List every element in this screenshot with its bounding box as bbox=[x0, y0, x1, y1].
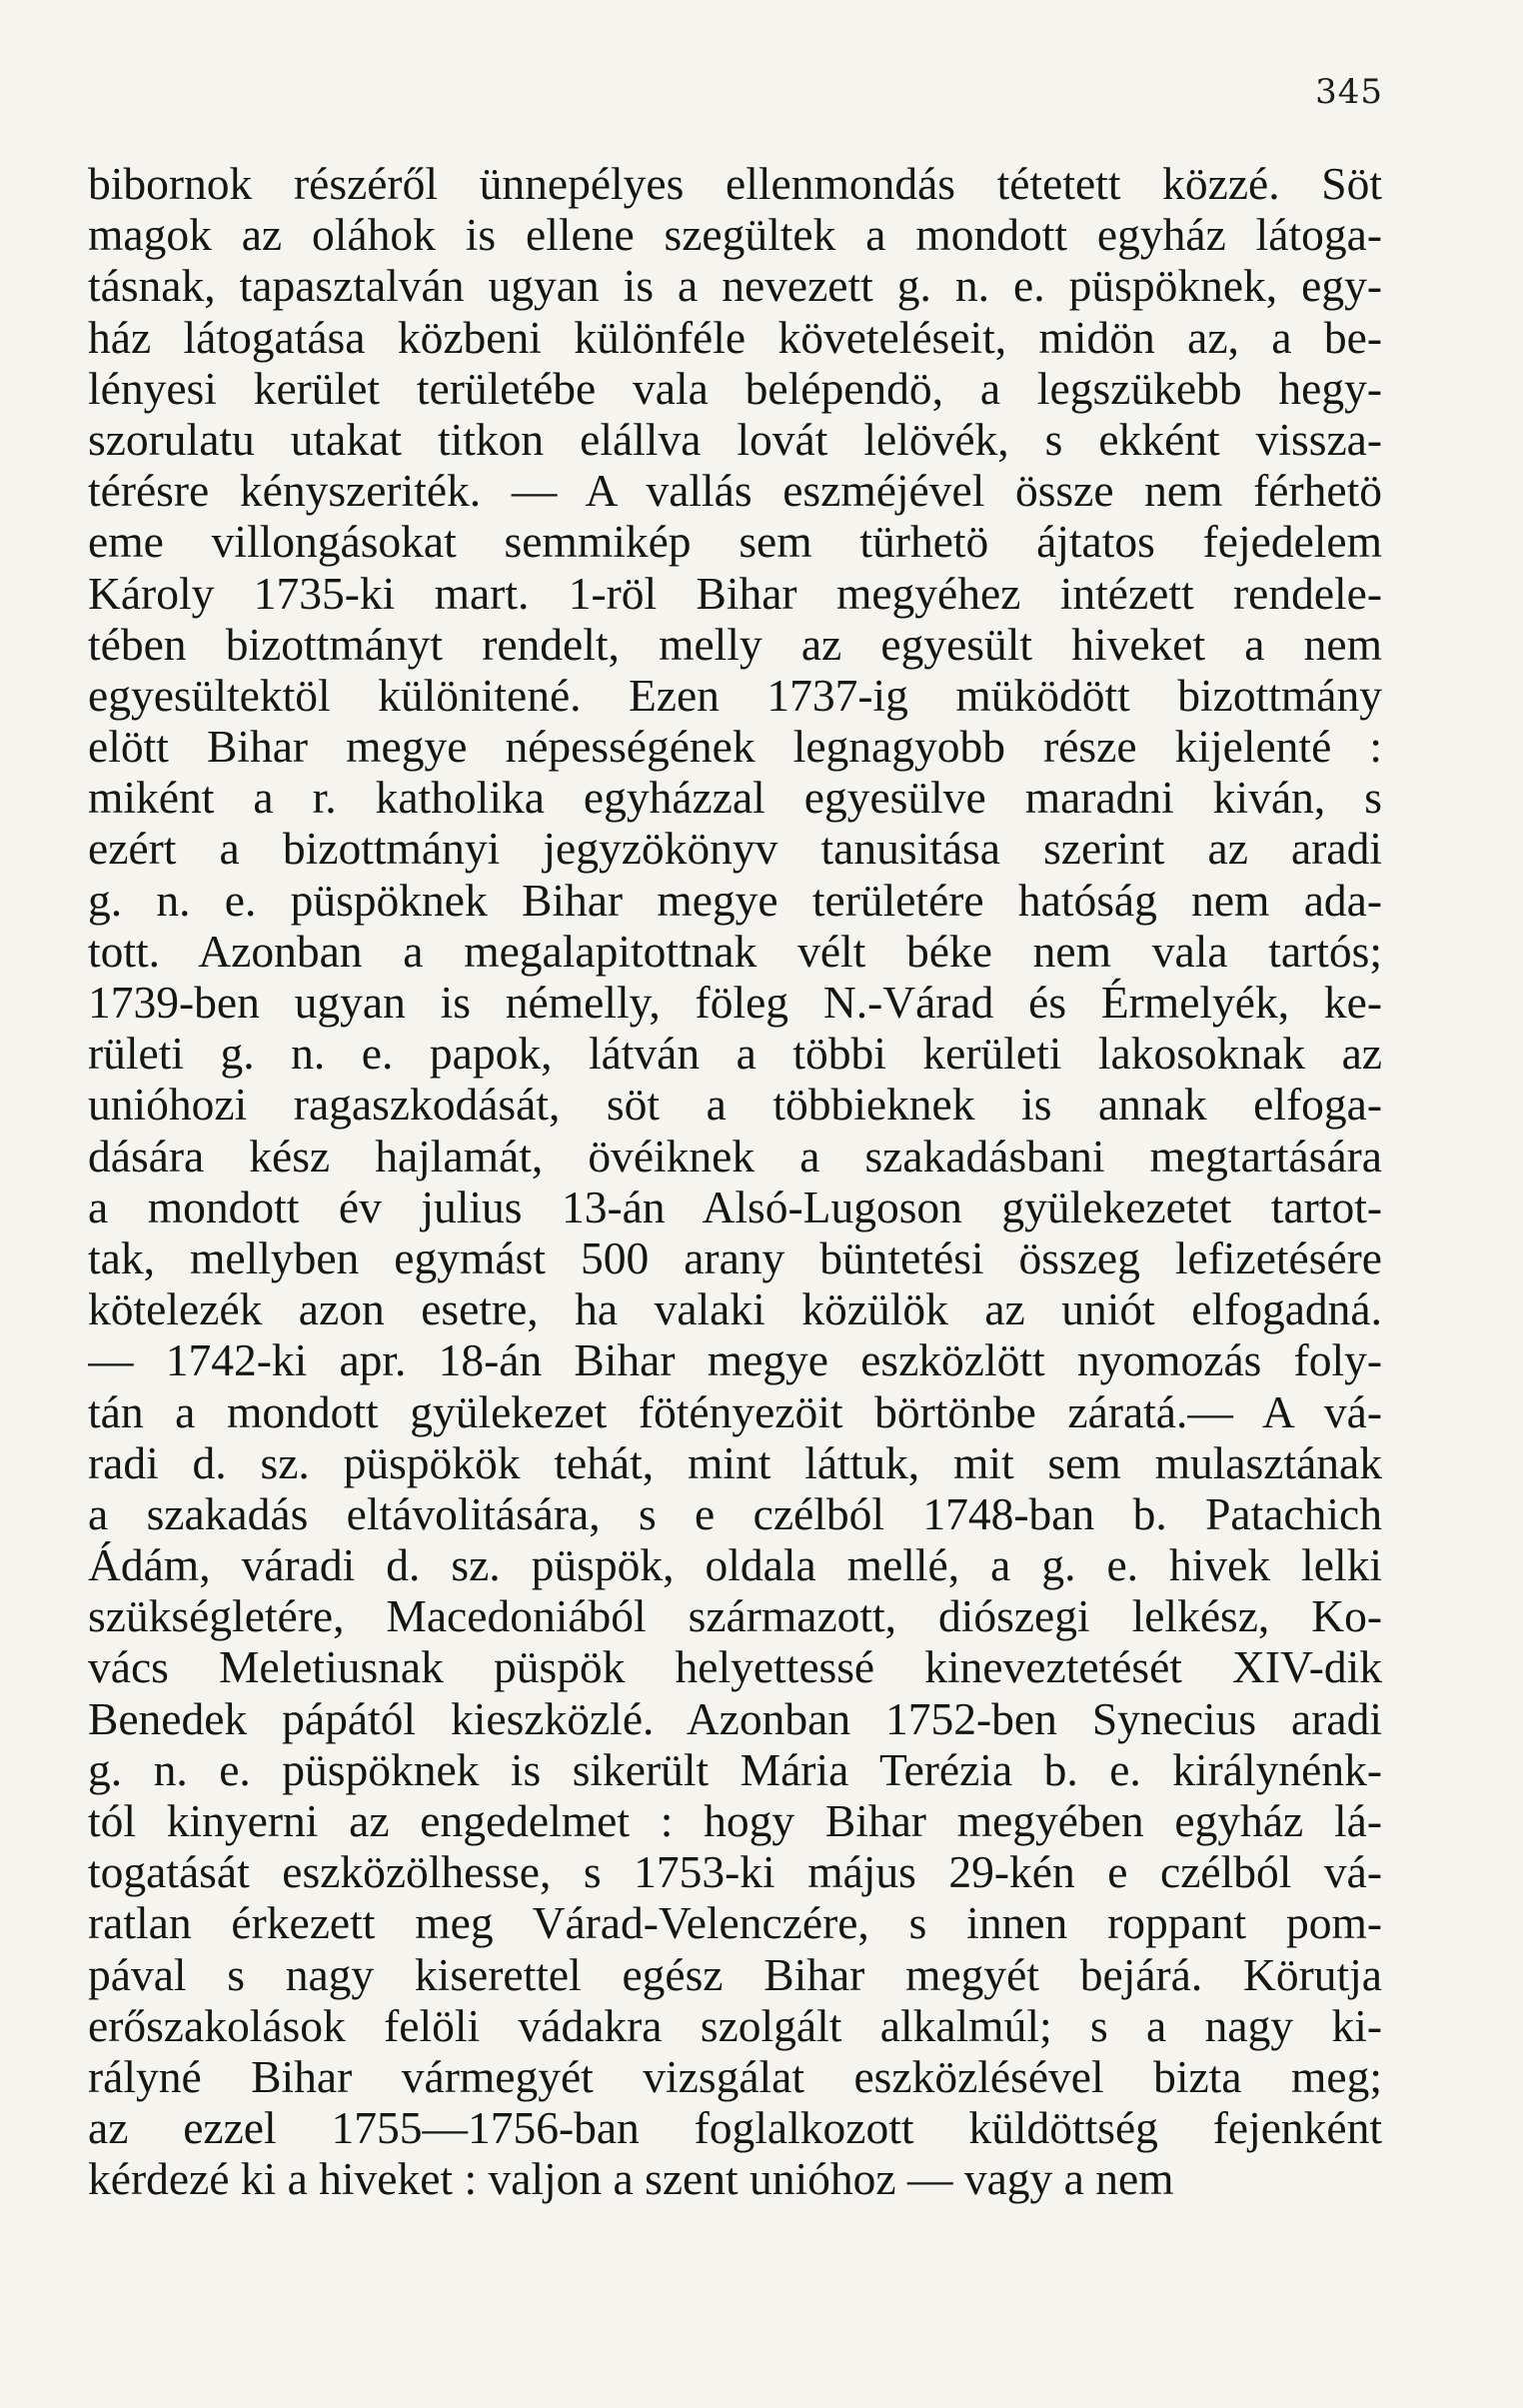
text-line: rályné Bihar vármegyét vizsgálat eszközlésével bizta meg; bbox=[88, 2050, 1382, 2102]
text-line: tében bizottmányt rendelt, melly az egyesült hiveket a nem bbox=[88, 618, 1382, 670]
text-line: a szakadás eltávolitására, s e czélból 1748-ban b. Patachich bbox=[88, 1487, 1382, 1539]
text-line: g. n. e. püspöknek Bihar megye területére hatóság nem ada- bbox=[88, 874, 1382, 926]
text-line: magok az oláhok is ellene szegültek a mondott egyház látoga- bbox=[88, 209, 1382, 261]
text-line: egyesültektöl különitené. Ezen 1737-ig müködött bizottmány bbox=[88, 669, 1382, 721]
text-line: tán a mondott gyülekezet fötényezöit börtönbe záratá.— A vá- bbox=[88, 1385, 1382, 1437]
text-line: kötelezék azon esetre, ha valaki közülök az uniót elfogadná. bbox=[88, 1283, 1382, 1335]
text-line: dására kész hajlamát, övéiknek a szakadásbani megtartására bbox=[88, 1130, 1382, 1182]
text-line: elött Bihar megye népességének legnagyobb része kijelenté : bbox=[88, 721, 1382, 773]
text-line: szükségletére, Macedoniából származott, diószegi lelkész, Ko- bbox=[88, 1590, 1382, 1642]
text-line: szorulatu utakat titkon elállva lovát lelövék, s ekként vissza- bbox=[88, 413, 1382, 465]
text-line: miként a r. katholika egyházzal egyesülve maradni kiván, s bbox=[88, 772, 1382, 824]
text-line: lényesi kerület területébe vala belépendö, a legszükebb hegy- bbox=[88, 362, 1382, 414]
text-line: ezért a bizottmányi jegyzökönyv tanusitása szerint az aradi bbox=[88, 823, 1382, 875]
body-text bbox=[88, 158, 1382, 2205]
text-line: tásnak, tapasztalván ugyan is a nevezett g. n. e. püspöknek, egy- bbox=[88, 260, 1382, 312]
text-line: unióhozi ragaszkodását, söt a többieknek is annak elfoga- bbox=[88, 1079, 1382, 1131]
text-line: vács Meletiusnak püspök helyettessé kineveztetését XIV-dik bbox=[88, 1641, 1382, 1693]
text-line: eme villongásokat semmikép sem türhetö ájtatos fejedelem bbox=[88, 516, 1382, 568]
text-line: radi d. sz. püspökök tehát, mint láttuk, mit sem mulasztának bbox=[88, 1436, 1382, 1488]
text-line: tak, mellyben egymást 500 arany büntetési összeg lefizetésére bbox=[88, 1231, 1382, 1283]
text-line: pával s nagy kiserettel egész Bihar megyét bejárá. Körutja bbox=[88, 1948, 1382, 2000]
text-line: bibornok részéről ünnepélyes ellenmondás tétetett közzé. Söt bbox=[88, 158, 1382, 209]
text-line: rületi g. n. e. papok, látván a többi kerületi lakosoknak az bbox=[88, 1028, 1382, 1080]
text-line: tott. Azonban a megalapitottnak vélt béke nem vala tartós; bbox=[88, 925, 1382, 977]
text-line: a mondott év julius 13-án Alsó-Lugoson gyülekezetet tartot- bbox=[88, 1181, 1382, 1232]
text-line: ratlan érkezett meg Várad-Velenczére, s innen roppant pom- bbox=[88, 1897, 1382, 1949]
text-line: g. n. e. püspöknek is sikerült Mária Terézia b. e. királynénk- bbox=[88, 1743, 1382, 1795]
text-line: — 1742-ki apr. 18-án Bihar megye eszközlött nyomozás foly- bbox=[88, 1334, 1382, 1386]
text-line: kérdezé ki a hiveket : valjon a szent unióhoz — vagy a nem bbox=[88, 2153, 1174, 2205]
page-number: 345 bbox=[1315, 72, 1383, 112]
text-line: Benedek pápától kieszközlé. Azonban 1752-ben Synecius aradi bbox=[88, 1692, 1382, 1744]
text-line: Károly 1735-ki mart. 1-röl Bihar megyéhez intézett rendele- bbox=[88, 567, 1382, 619]
text-line: togatását eszközölhesse, s 1753-ki május 29-kén e czélból vá- bbox=[88, 1846, 1382, 1898]
text-line: az ezzel 1755—1756-ban foglalkozott küldöttség fejenként bbox=[88, 2102, 1382, 2154]
text-line: térésre kényszeriték. — A vallás eszméjével össze nem férhetö bbox=[88, 465, 1382, 517]
text-line: 1739-ben ugyan is némelly, föleg N.-Várad és Érmelyék, ke- bbox=[88, 977, 1382, 1028]
text-line: tól kinyerni az engedelmet : hogy Bihar megyében egyház lá- bbox=[88, 1795, 1382, 1846]
text-line: Ádám, váradi d. sz. püspök, oldala mellé, a g. e. hivek lelki bbox=[88, 1539, 1382, 1591]
text-line: erőszakolások felöli vádakra szolgált alkalmúl; s a nagy ki- bbox=[88, 1999, 1382, 2051]
text-line: ház látogatása közbeni különféle követeléseit, midön az, a be- bbox=[88, 311, 1382, 363]
